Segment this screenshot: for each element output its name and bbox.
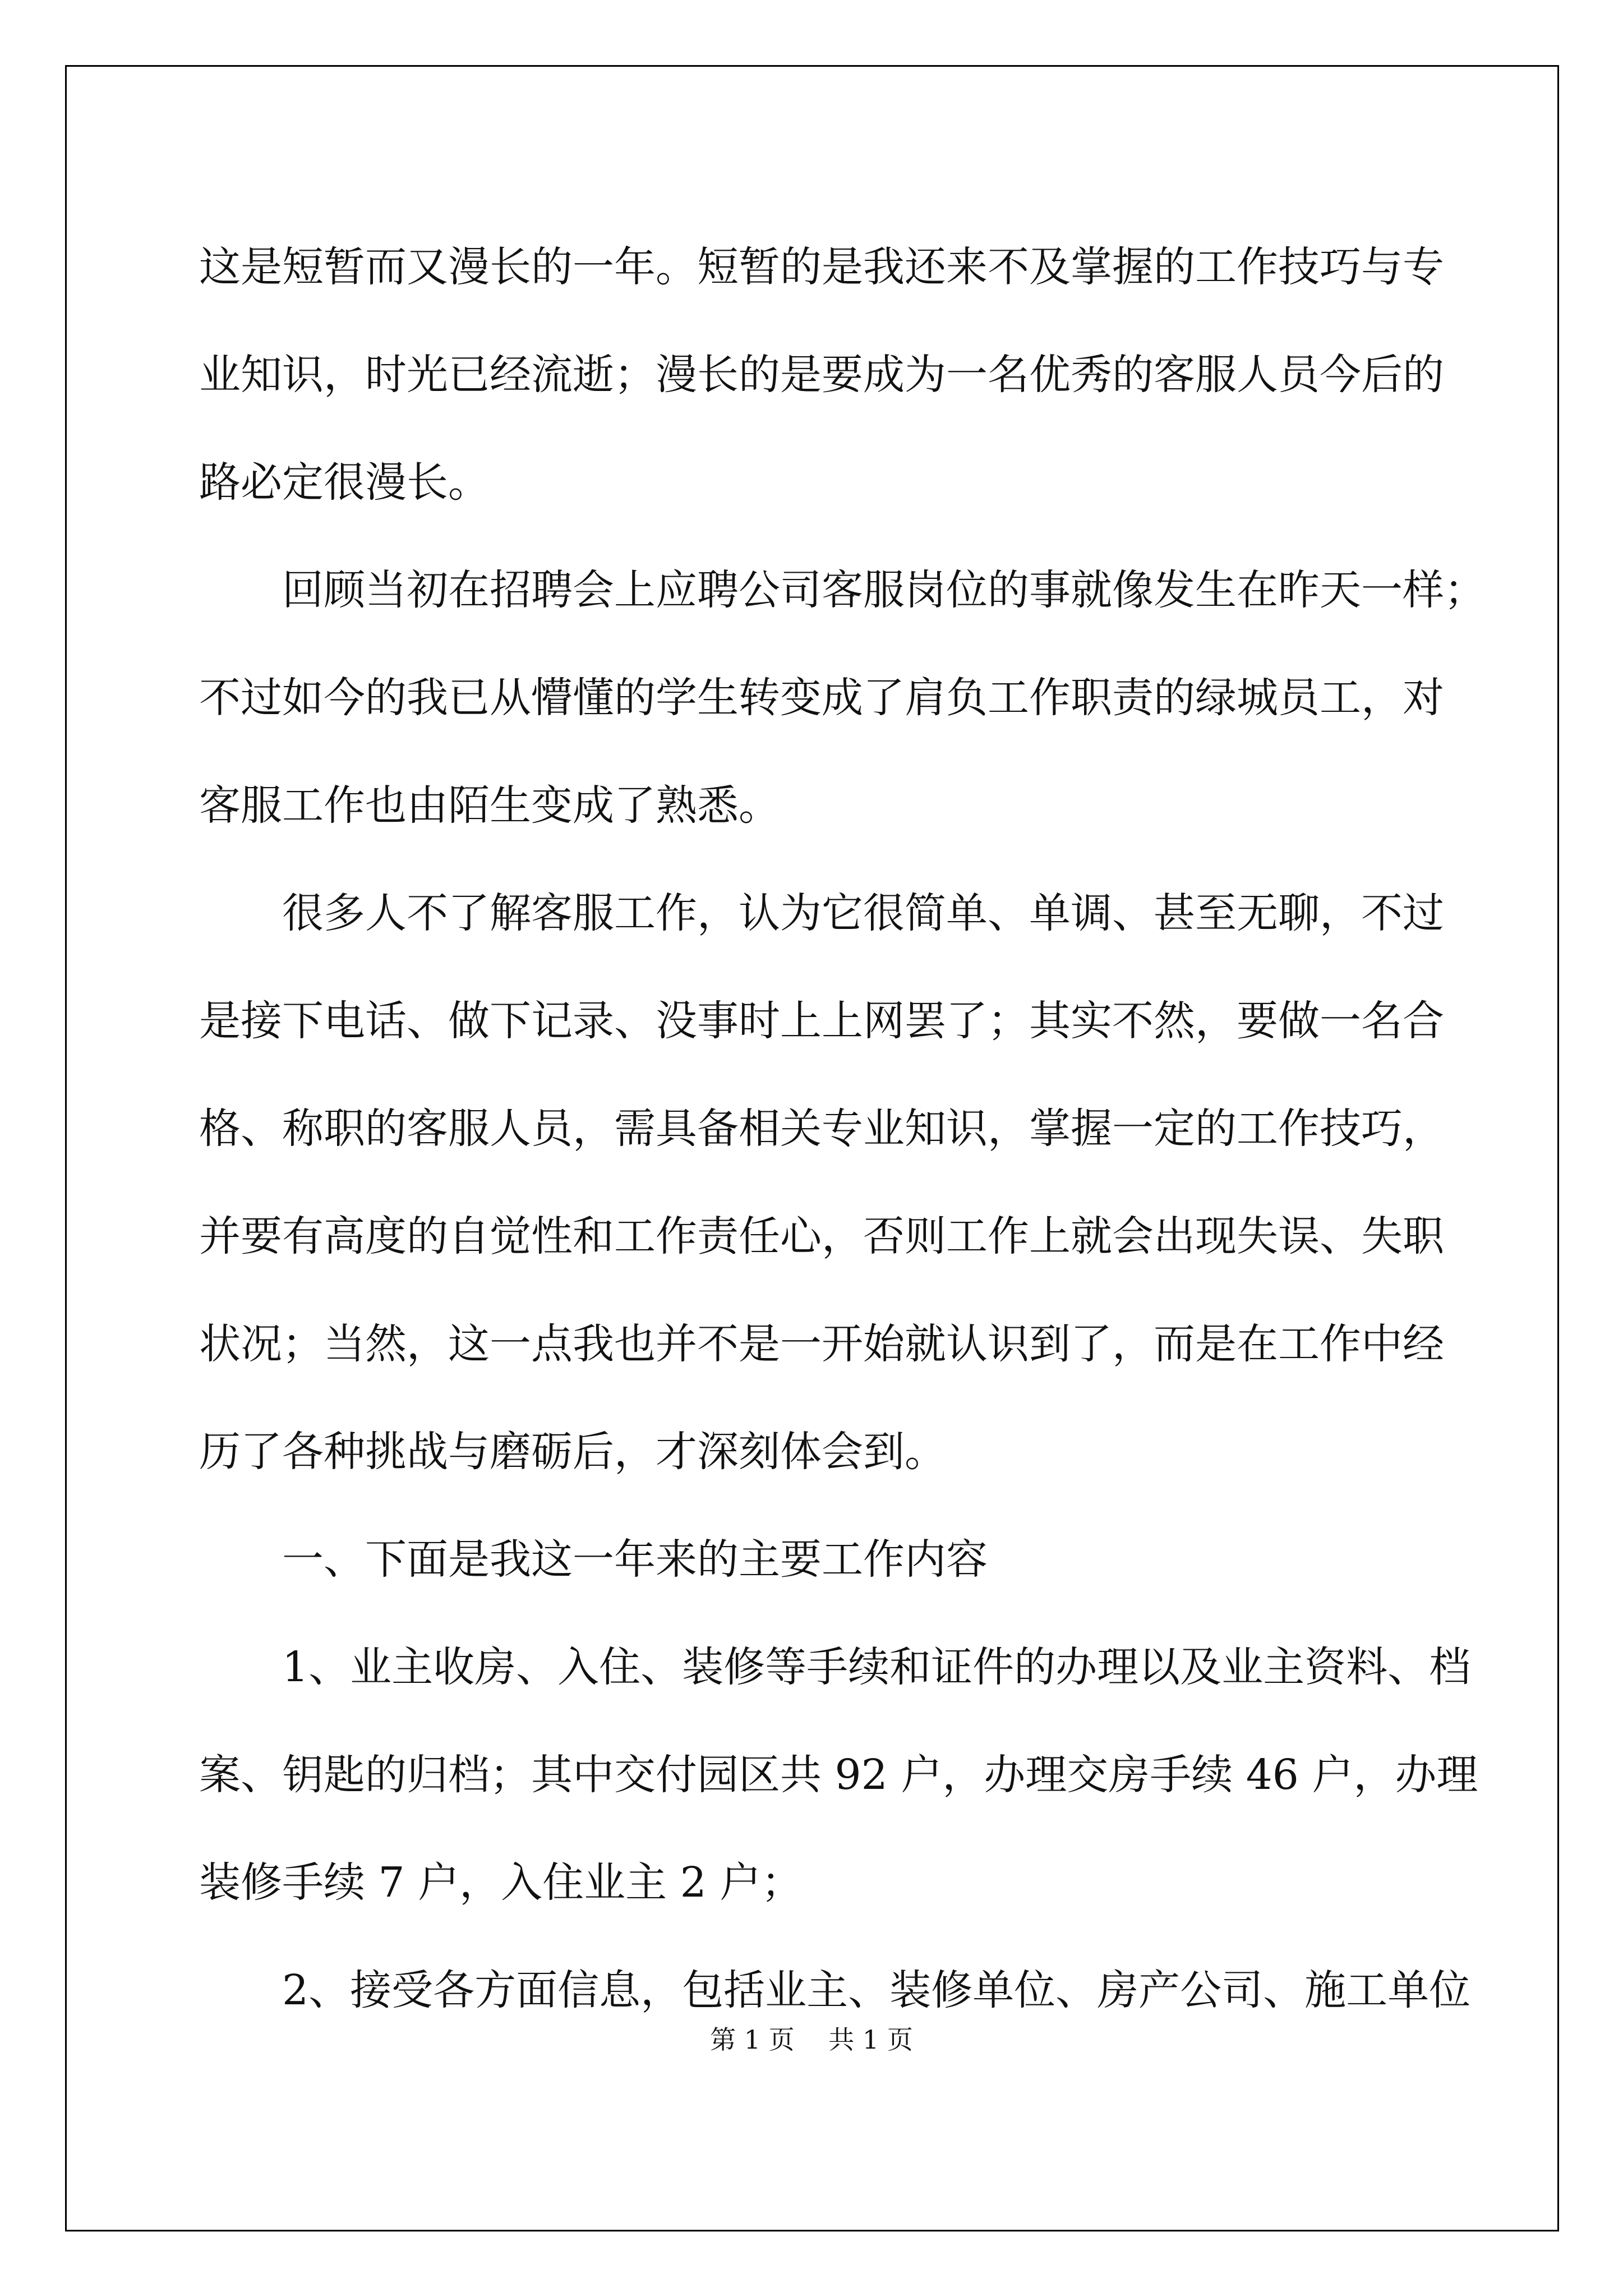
- section-heading: [199, 1506, 1433, 1613]
- text-line: 一、下面是我这一年来的主要工作内容: [282, 1535, 988, 1584]
- text-line: 案、钥匙的归档；其中交付园区共 92 户，办理交房手续 46 户，办理: [199, 1751, 1478, 1799]
- paragraph-2: [199, 536, 1486, 859]
- text-line: 格、称职的客服人员，需具备相关专业知识，掌握一定的工作技巧，: [199, 1105, 1444, 1153]
- paragraph-1: [199, 213, 1444, 536]
- text-line: 装修手续 7 户，入住业主 2 户；: [199, 1858, 803, 1907]
- list-item-1: [199, 1613, 1478, 1936]
- text-line: 并要有高度的自觉性和工作责任心，否则工作上就会出现失误、失职: [199, 1212, 1444, 1260]
- paragraph-3: [199, 859, 1444, 1506]
- text-line: 回顾当初在招聘会上应聘公司客服岗位的事就像发生在昨天一样；: [282, 566, 1486, 614]
- text-line: 状况；当然，这一点我也并不是一开始就认识到了，而是在工作中经: [199, 1320, 1444, 1368]
- document-body: [199, 213, 1486, 2044]
- text-line: 不过如今的我已从懵懂的学生转变成了肩负工作职责的绿城员工，对: [199, 674, 1444, 722]
- text-line: 历了各种挑战与磨砺后，才深刻体会到。: [199, 1428, 946, 1476]
- text-line: 2、接受各方面信息，包括业主、装修单位、房产公司、施工单位: [282, 1966, 1471, 2014]
- text-line: 是接下电话、做下记录、没事时上上网罢了；其实不然，要做一名合: [199, 997, 1444, 1045]
- text-line: 1、业主收房、入住、装修等手续和证件的办理以及业主资料、档: [282, 1643, 1471, 1691]
- text-line: 很多人不了解客服工作，认为它很简单、单调、甚至无聊，不过: [282, 889, 1444, 937]
- text-line: 客服工作也由陌生变成了熟悉。: [199, 781, 780, 830]
- text-line: 路必定很漫长。: [199, 458, 490, 507]
- text-line: 这是短暂而又漫长的一年。短暂的是我还来不及掌握的工作技巧与专: [199, 243, 1444, 291]
- page-footer: 第 1 页 共 1 页: [710, 2024, 913, 2055]
- text-line: 业知识，时光已经流逝；漫长的是要成为一名优秀的客服人员今后的: [199, 351, 1444, 399]
